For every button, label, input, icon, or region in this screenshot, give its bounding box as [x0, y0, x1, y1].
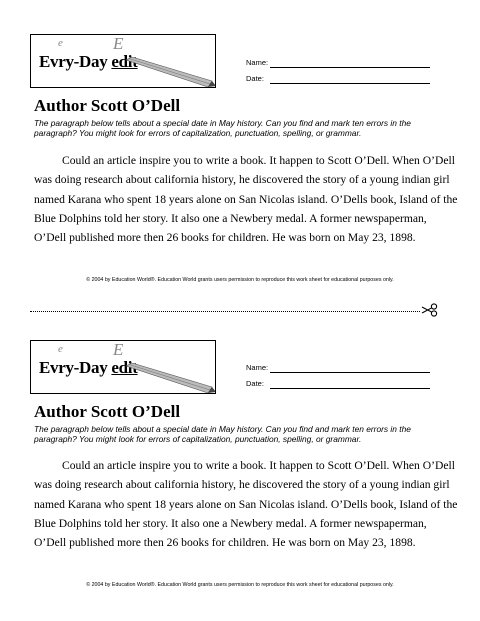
logo [30, 34, 216, 88]
name-label: Name: [246, 363, 269, 372]
logo-small-e: e [58, 37, 63, 49]
logo-big-e: E [113, 340, 124, 359]
copyright: © 2004 by Education World®. Education World grants users permission to reproduce this work sheet for educational purposes only. [86, 582, 394, 588]
name-field[interactable] [270, 67, 430, 68]
logo-small-e: e [58, 343, 63, 355]
date-label: Date: [246, 379, 264, 388]
pencil-icon [126, 57, 216, 87]
edit-paragraph: Could an article inspire you to write a book. It happen to Scott O’Dell. When O’Dell was doing research about california history, he discovered the story of a young indian girl named Karana who spent 18 years alone on San Nicolas island. O’Dells book, Island of the Blue Dolphins told her story. It also one a Newbery medal. A former newspaperman, O’Dell published more then 26 books for children. He was born on May 23, 1898. [34, 459, 458, 550]
logo-text [39, 52, 138, 72]
scissors-icon [421, 303, 439, 317]
name-field[interactable] [270, 372, 430, 373]
logo-prefix: Evry-Day [39, 52, 108, 71]
date-field[interactable] [270, 388, 430, 389]
instructions: The paragraph below tells about a special date in May history. Can you find and mark ten errors in the paragraph? You might look for errors of capitalization, punctuation, spelling, or grammar. [34, 118, 411, 138]
logo-suffix: edit [111, 52, 138, 71]
logo-text [39, 358, 138, 378]
date-label: Date: [246, 74, 264, 83]
name-label: Name: [246, 58, 269, 67]
cut-line [30, 311, 420, 312]
instructions: The paragraph below tells about a special date in May history. Can you find and mark ten errors in the paragraph? You might look for errors of capitalization, punctuation, spelling, or grammar. [34, 424, 411, 444]
logo-suffix: edit [111, 358, 138, 377]
logo-prefix: Evry-Day [39, 358, 108, 377]
edit-paragraph: Could an article inspire you to write a book. It happen to Scott O’Dell. When O’Dell was doing research about california history, he discovered the story of a young indian girl named Karana who spent 18 years alone on San Nicolas island. O’Dells book, Island of the Blue Dolphins told her story. It also one a Newbery medal. A former newspaperman, O’Dell published more then 26 books for children. He was born on May 23, 1898. [34, 154, 458, 245]
logo-big-e: E [113, 34, 124, 53]
page-title: Author Scott O’Dell [34, 96, 181, 115]
pencil-icon [126, 363, 216, 393]
logo [30, 340, 216, 394]
page-title: Author Scott O’Dell [34, 402, 181, 421]
date-field[interactable] [270, 83, 430, 84]
copyright: © 2004 by Education World®. Education World grants users permission to reproduce this work sheet for educational purposes only. [86, 277, 394, 283]
